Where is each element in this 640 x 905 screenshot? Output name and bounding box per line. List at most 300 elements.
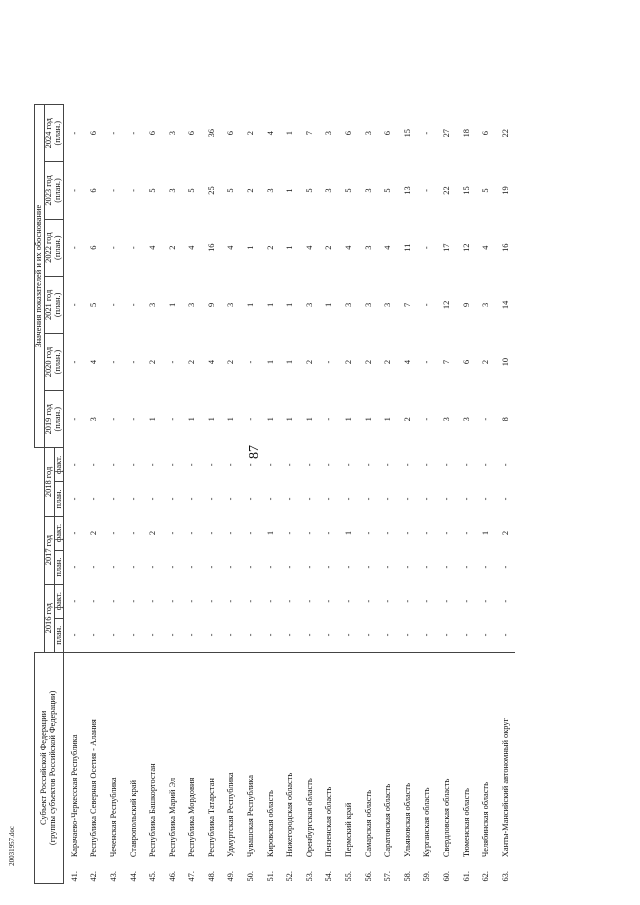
value-cell: -	[128, 189, 138, 192]
value-cell: -	[358, 618, 378, 652]
subject-name: Челябинская область	[481, 782, 491, 858]
table-row	[378, 105, 398, 884]
value-cell: -	[304, 531, 314, 535]
row-number: 54.	[324, 871, 334, 882]
value-cell: -	[128, 565, 138, 569]
table-row	[241, 105, 261, 884]
year-2020-label: 2020 год	[44, 346, 54, 378]
row-number: 48.	[206, 871, 216, 882]
value-cell: -	[148, 463, 158, 467]
value-cell: -	[265, 599, 275, 603]
value-cell: 14	[500, 300, 510, 310]
value-cell: -	[128, 360, 138, 364]
value-cell: 6	[226, 131, 236, 136]
value-cell: -	[128, 463, 138, 467]
subject-name: Чеченская Республика	[108, 777, 118, 858]
value-cell: -	[187, 599, 197, 603]
value-cell: 2	[265, 245, 275, 250]
value-cell: -	[304, 565, 314, 569]
value-cell: -	[89, 565, 99, 569]
value-cell: -	[461, 497, 471, 501]
subject-name: Оренбургская область	[304, 778, 314, 858]
value-cell: -	[402, 599, 412, 603]
value-cell: -	[108, 417, 118, 421]
value-cell: -	[128, 599, 138, 603]
year-2024-label: 2024 год	[44, 118, 54, 149]
value-cell: -	[417, 618, 437, 652]
value-cell: -	[383, 463, 393, 467]
table-row	[476, 105, 496, 884]
year-2022-label: 2022 год	[44, 232, 54, 263]
value-cell: 4	[402, 359, 412, 365]
value-cell: -	[246, 531, 256, 535]
value-cell: -	[162, 618, 182, 652]
value-cell: 1	[285, 245, 295, 250]
value-cell: 3	[187, 302, 197, 307]
value-cell: 1	[265, 530, 275, 536]
value-cell: -	[363, 565, 373, 569]
value-cell: 5	[187, 188, 197, 193]
table-row	[123, 105, 143, 884]
value-cell: -	[167, 497, 177, 501]
value-cell: 1	[226, 417, 236, 422]
subject-header-line1: Субъект Российской Федерации	[39, 710, 49, 825]
value-cell: 36	[206, 129, 216, 138]
value-cell: -	[304, 463, 314, 467]
value-cell: -	[89, 497, 99, 501]
value-cell: -	[69, 246, 79, 250]
plan-2016: план.	[54, 618, 64, 652]
value-cell: 10	[500, 357, 510, 367]
value-cell: 5	[148, 188, 158, 193]
value-cell: 22	[500, 129, 510, 138]
table-row	[496, 105, 516, 884]
value-cell: -	[148, 565, 158, 569]
subject-name: Пермский край	[344, 802, 354, 858]
value-cell: 2	[383, 359, 393, 365]
year-2020-plan: (план.)	[53, 349, 63, 375]
value-cell: -	[226, 531, 236, 535]
value-cell: -	[285, 531, 295, 535]
value-cell: 15	[402, 129, 412, 138]
value-cell: 1	[265, 359, 275, 365]
value-cell: -	[304, 497, 314, 501]
value-cell: -	[108, 131, 118, 135]
value-cell: 4	[304, 245, 314, 250]
value-cell: 1	[304, 417, 314, 422]
value-cell: -	[422, 565, 432, 569]
value-cell: -	[167, 531, 177, 535]
value-cell: 3	[383, 302, 393, 307]
value-cell: -	[422, 599, 432, 603]
value-cell: 1	[246, 245, 256, 250]
value-cell: -	[344, 565, 354, 569]
value-cell: 5	[344, 188, 354, 193]
table-row	[84, 105, 104, 884]
value-cell: -	[246, 463, 256, 467]
plan-2017: план.	[54, 550, 64, 584]
rotated-page-content	[34, 94, 606, 884]
value-cell: -	[64, 618, 84, 652]
value-cell: -	[285, 497, 295, 501]
row-number: 56.	[363, 871, 373, 882]
value-cell: -	[285, 599, 295, 603]
value-cell: -	[461, 463, 471, 467]
value-cell: 4	[344, 245, 354, 250]
value-cell: 3	[363, 245, 373, 250]
row-number: 44.	[128, 871, 138, 882]
value-cell: -	[69, 417, 79, 421]
value-cell: 1	[285, 188, 295, 193]
value-cell: 19	[500, 186, 510, 195]
value-cell: -	[108, 463, 118, 467]
value-cell: 4	[481, 245, 491, 250]
value-cell: 3	[344, 302, 354, 307]
value-cell: -	[344, 599, 354, 603]
value-cell: 4	[89, 359, 99, 365]
year-2016-header: 2016 год	[44, 584, 54, 652]
value-cell: -	[300, 618, 320, 652]
value-cell: -	[148, 497, 158, 501]
value-cell: 4	[148, 245, 158, 250]
value-cell: -	[167, 360, 177, 364]
value-cell: -	[402, 463, 412, 467]
value-cell: 11	[402, 243, 412, 252]
value-cell: -	[500, 599, 510, 603]
value-cell: 6	[383, 131, 393, 136]
value-cell: 3	[324, 131, 334, 136]
value-cell: 1	[285, 417, 295, 422]
value-cell: 2	[187, 359, 197, 365]
value-cell: 4	[187, 245, 197, 250]
value-cell: 18	[461, 129, 471, 138]
value-cell: 5	[226, 188, 236, 193]
value-cell: -	[500, 497, 510, 501]
value-cell: -	[167, 565, 177, 569]
value-cell: 2	[324, 245, 334, 250]
value-cell: 25	[206, 186, 216, 195]
value-cell: -	[206, 497, 216, 501]
value-cell: -	[148, 599, 158, 603]
value-cell: 12	[461, 243, 471, 252]
table-row	[339, 105, 359, 884]
value-cell: -	[246, 565, 256, 569]
value-cell: 1	[265, 302, 275, 307]
value-cell: -	[500, 565, 510, 569]
value-cell: 2	[344, 359, 354, 365]
value-cell: -	[398, 618, 418, 652]
table-row	[417, 105, 437, 884]
value-cell: -	[324, 497, 334, 501]
year-2017-header: 2017 год	[44, 516, 54, 584]
value-cell: 2	[89, 530, 99, 536]
value-cell: 9	[461, 302, 471, 307]
year-2023-label: 2023 год	[44, 175, 54, 206]
value-cell: -	[481, 463, 491, 467]
value-cell: 16	[206, 243, 216, 252]
row-number: 50.	[246, 871, 256, 882]
year-2019-plan: (план.)	[53, 406, 63, 432]
value-cell: -	[226, 565, 236, 569]
year-2021-plan: (план.)	[53, 292, 63, 318]
table-row	[64, 105, 84, 884]
row-number: 60.	[442, 871, 452, 882]
value-cell: -	[481, 497, 491, 501]
subject-name: Самарская область	[363, 790, 373, 858]
row-number: 63.	[500, 871, 510, 882]
value-cell: -	[84, 618, 104, 652]
value-cell: -	[442, 599, 452, 603]
value-cell: 3	[461, 417, 471, 422]
value-cell: 1	[206, 417, 216, 422]
table-row	[437, 105, 457, 884]
value-cell: 5	[89, 302, 99, 307]
value-cell: -	[108, 599, 118, 603]
subject-name: Чувашская Республика	[246, 775, 256, 858]
year-2024-plan: (план.)	[53, 120, 63, 146]
value-cell: 2	[500, 530, 510, 536]
value-cell: 6	[481, 131, 491, 136]
value-cell: -	[442, 531, 452, 535]
value-cell: -	[442, 565, 452, 569]
value-cell: -	[285, 565, 295, 569]
value-cell: -	[442, 463, 452, 467]
plan-2018: план.	[54, 482, 64, 516]
value-cell: 3	[167, 188, 177, 193]
value-cell: -	[226, 599, 236, 603]
value-cell: -	[182, 618, 202, 652]
row-number: 61.	[461, 871, 471, 882]
value-cell: -	[128, 417, 138, 421]
value-cell: -	[69, 599, 79, 603]
value-cell: -	[437, 618, 457, 652]
value-cell: 3	[324, 188, 334, 193]
value-cell: 6	[461, 359, 471, 365]
value-cell: -	[187, 531, 197, 535]
row-number: 49.	[226, 871, 236, 882]
value-cell: -	[104, 618, 124, 652]
value-cell: -	[260, 618, 280, 652]
value-cell: -	[476, 618, 496, 652]
value-cell: 4	[383, 245, 393, 250]
value-cell: -	[108, 360, 118, 364]
value-cell: -	[167, 599, 177, 603]
value-cell: -	[187, 463, 197, 467]
row-number: 43.	[108, 871, 118, 882]
value-cell: -	[363, 497, 373, 501]
value-cell: -	[422, 246, 432, 250]
year-2020-header	[44, 333, 64, 390]
table-row	[300, 105, 320, 884]
value-cell: -	[324, 417, 334, 421]
value-cell: -	[69, 131, 79, 135]
table-row	[398, 105, 418, 884]
value-cell: -	[422, 417, 432, 421]
subject-column-header	[35, 652, 64, 883]
value-cell: -	[496, 618, 516, 652]
subject-name: Курганская область	[422, 787, 432, 858]
row-number: 62.	[481, 871, 491, 882]
subject-name: Саратовская область	[383, 783, 393, 858]
value-cell: -	[324, 360, 334, 364]
year-2022-header	[44, 219, 64, 276]
value-cell: 1	[363, 417, 373, 422]
subject-name: Пензенская область	[324, 786, 334, 858]
row-number: 55.	[344, 871, 354, 882]
value-cell: 17	[442, 243, 452, 252]
subject-name: Нижегородская область	[285, 772, 295, 858]
fact-2016: факт.	[54, 584, 64, 618]
value-cell: -	[246, 599, 256, 603]
table-row	[319, 105, 339, 884]
value-cell: 7	[304, 131, 314, 136]
value-cell: 9	[206, 302, 216, 307]
value-cell: 3	[265, 188, 275, 193]
value-cell: -	[481, 417, 491, 421]
value-cell: 2	[304, 359, 314, 365]
value-cell: 2	[363, 359, 373, 365]
row-number: 51.	[265, 871, 275, 882]
value-cell: 2	[481, 359, 491, 365]
value-cell: 8	[500, 417, 510, 422]
value-cell: 2	[148, 530, 158, 536]
year-2023-plan: (план.)	[53, 178, 63, 203]
value-cell: -	[324, 565, 334, 569]
value-cell: -	[344, 497, 354, 501]
year-2024-header	[44, 105, 64, 162]
value-cell: -	[324, 599, 334, 603]
value-cell: -	[128, 531, 138, 535]
value-cell: -	[246, 360, 256, 364]
value-cell: -	[108, 303, 118, 307]
value-cell: 2	[246, 188, 256, 193]
value-cell: 22	[442, 186, 452, 195]
indicators-table	[34, 104, 515, 884]
value-cell: 3	[481, 302, 491, 307]
year-2019-header	[44, 391, 64, 448]
value-cell: -	[246, 417, 256, 421]
value-cell: 2	[226, 359, 236, 365]
value-cell: -	[285, 463, 295, 467]
value-cell: -	[108, 531, 118, 535]
value-cell: -	[265, 565, 275, 569]
value-cell: 1	[481, 530, 491, 536]
value-cell: -	[69, 531, 79, 535]
value-cell: -	[324, 531, 334, 535]
value-cell: -	[344, 463, 354, 467]
value-cell: 2	[167, 245, 177, 250]
value-cell: -	[383, 565, 393, 569]
value-cell: -	[69, 303, 79, 307]
value-cell: 1	[167, 302, 177, 307]
year-2021-header	[44, 276, 64, 333]
value-cell: -	[422, 531, 432, 535]
value-cell: -	[402, 497, 412, 501]
fact-2017: факт.	[54, 516, 64, 550]
value-cell: 1	[344, 530, 354, 536]
value-cell: -	[206, 599, 216, 603]
subject-name: Ставропольский край	[128, 780, 138, 858]
subject-name: Свердловская область	[442, 778, 452, 858]
value-cell: -	[422, 303, 432, 307]
subject-name: Карачаево-Черкесская Республика	[69, 734, 79, 858]
table-body	[64, 105, 515, 884]
value-cell: -	[187, 497, 197, 501]
value-cell: 2	[148, 359, 158, 365]
value-cell: -	[202, 618, 222, 652]
value-cell: -	[363, 531, 373, 535]
value-cell: -	[402, 565, 412, 569]
subject-name: Ульяновская область	[402, 783, 412, 858]
value-cell: 2	[246, 131, 256, 136]
value-cell: 12	[442, 300, 452, 310]
row-number: 59.	[422, 871, 432, 882]
year-2023-header	[44, 162, 64, 219]
value-cell: -	[143, 618, 163, 652]
value-cell: -	[241, 618, 261, 652]
value-cell: 3	[167, 131, 177, 136]
value-cell: 6	[89, 188, 99, 193]
row-number: 46.	[167, 871, 177, 882]
value-cell: -	[265, 463, 275, 467]
value-cell: -	[128, 131, 138, 135]
value-cell: 7	[442, 359, 452, 365]
value-cell: 3	[363, 302, 373, 307]
value-cell: 6	[148, 131, 158, 136]
table-row	[182, 105, 202, 884]
row-number: 52.	[285, 871, 295, 882]
value-cell: -	[324, 463, 334, 467]
row-number: 57.	[383, 871, 393, 882]
table-row	[162, 105, 182, 884]
value-cell: -	[383, 497, 393, 501]
value-cell: 1	[187, 417, 197, 422]
value-cell: -	[280, 618, 300, 652]
value-cell: 3	[363, 131, 373, 136]
value-cell: -	[422, 189, 432, 192]
value-cell: -	[461, 531, 471, 535]
value-cell: -	[226, 463, 236, 467]
value-cell: -	[246, 497, 256, 501]
value-cell: 15	[461, 186, 471, 195]
subject-name: Республика Марий Эл	[167, 777, 177, 858]
value-cell: -	[319, 618, 339, 652]
table-row	[260, 105, 280, 884]
value-cell: -	[128, 497, 138, 501]
value-cell: -	[481, 599, 491, 603]
row-number: 42.	[89, 871, 99, 882]
value-cell: -	[108, 189, 118, 192]
year-2021-label: 2021 год	[44, 289, 54, 321]
row-number: 41.	[69, 871, 79, 882]
values-title: Значения показателей и их обоснование	[35, 105, 45, 448]
value-cell: 7	[402, 302, 412, 307]
table-row	[280, 105, 300, 884]
value-cell: -	[378, 618, 398, 652]
value-cell: -	[500, 463, 510, 467]
value-cell: 2	[402, 417, 412, 422]
value-cell: 3	[148, 302, 158, 307]
value-cell: -	[69, 463, 79, 467]
table-row	[221, 105, 241, 884]
page-number: 87	[247, 445, 262, 459]
value-cell: -	[128, 246, 138, 250]
value-cell: -	[206, 463, 216, 467]
value-cell: 1	[383, 417, 393, 422]
subject-name: Республика Башкортостан	[148, 763, 158, 858]
row-number: 47.	[187, 871, 197, 882]
value-cell: 1	[285, 359, 295, 365]
